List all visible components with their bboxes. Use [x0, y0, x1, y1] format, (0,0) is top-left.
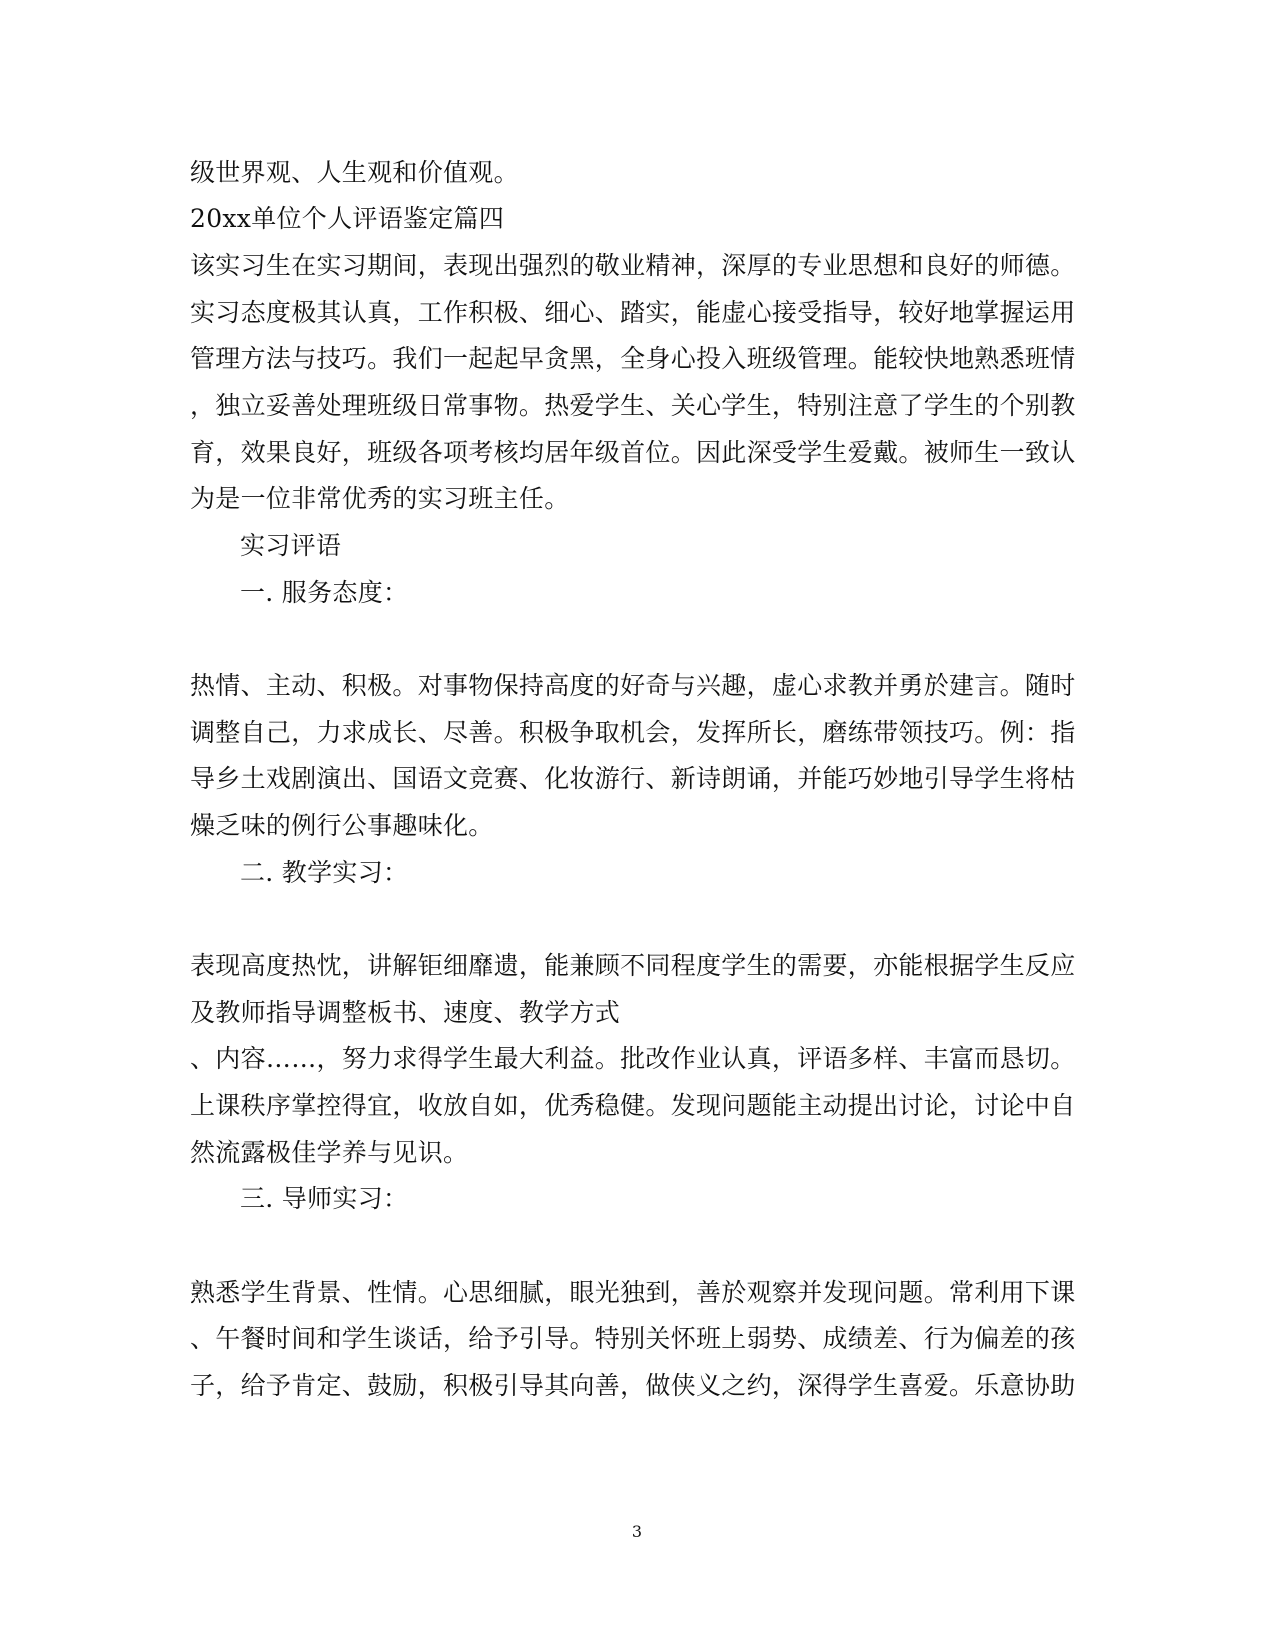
subheading: 二. 教学实习： [240, 858, 409, 887]
text-line: 实习态度极其认真，工作积极、细心、踏实，能虚心接受指导，较好地掌握运用 [190, 298, 1076, 327]
text-line: 该实习生在实习期间，表现出强烈的敬业精神，深厚的专业思想和良好的师德。 [190, 251, 1076, 280]
page-number: 3 [631, 1522, 643, 1541]
subheading: 三. 导师实习： [240, 1184, 409, 1213]
text-line: 上课秩序掌控得宜，收放自如，优秀稳健。发现问题能主动提出讨论，讨论中自 [190, 1091, 1076, 1120]
text-line: ，独立妥善处理班级日常事物。热爱学生、关心学生，特别注意了学生的个别教 [190, 391, 1076, 420]
text-line: 导乡土戏剧演出、国语文竞赛、化妆游行、新诗朗诵，并能巧妙地引导学生将枯 [190, 764, 1076, 793]
text-line: 为是一位非常优秀的实习班主任。 [190, 484, 570, 513]
text-line: 子，给予肯定、鼓励，积极引导其向善，做侠义之约，深得学生喜爱。乐意协助 [190, 1371, 1076, 1400]
text-line: 及教师指导调整板书、速度、教学方式 [190, 998, 621, 1027]
text-line: 然流露极佳学养与见识。 [190, 1138, 469, 1167]
section-heading: 20xx单位个人评语鉴定篇四 [190, 204, 505, 233]
text-line: 热情、主动、积极。对事物保持高度的好奇与兴趣，虚心求教并勇於建言。随时 [190, 671, 1076, 700]
text-line: 调整自己，力求成长、尽善。积极争取机会，发挥所长，磨练带领技巧。例：指 [190, 718, 1076, 747]
text-line: 管理方法与技巧。我们一起起早贪黑，全身心投入班级管理。能较快地熟悉班情 [190, 344, 1076, 373]
text-line: 表现高度热忱，讲解钜细靡遗，能兼顾不同程度学生的需要，亦能根据学生反应 [190, 951, 1076, 980]
text-line: 育，效果良好，班级各项考核均居年级首位。因此深受学生爱戴。被师生一致认 [190, 438, 1076, 467]
text-line: 、内容……，努力求得学生最大利益。批改作业认真，评语多样、丰富而恳切。 [190, 1044, 1076, 1073]
text-line: 燥乏味的例行公事趣味化。 [190, 811, 494, 840]
subheading: 一. 服务态度： [240, 578, 409, 607]
text-line: 级世界观、人生观和价值观。 [190, 158, 519, 187]
text-line: 、午餐时间和学生谈话，给予引导。特别关怀班上弱势、成绩差、行为偏差的孩 [190, 1324, 1076, 1353]
subheading: 实习评语 [240, 531, 342, 560]
text-line: 熟悉学生背景、性情。心思细腻，眼光独到，善於观察并发现问题。常利用下课 [190, 1278, 1076, 1307]
